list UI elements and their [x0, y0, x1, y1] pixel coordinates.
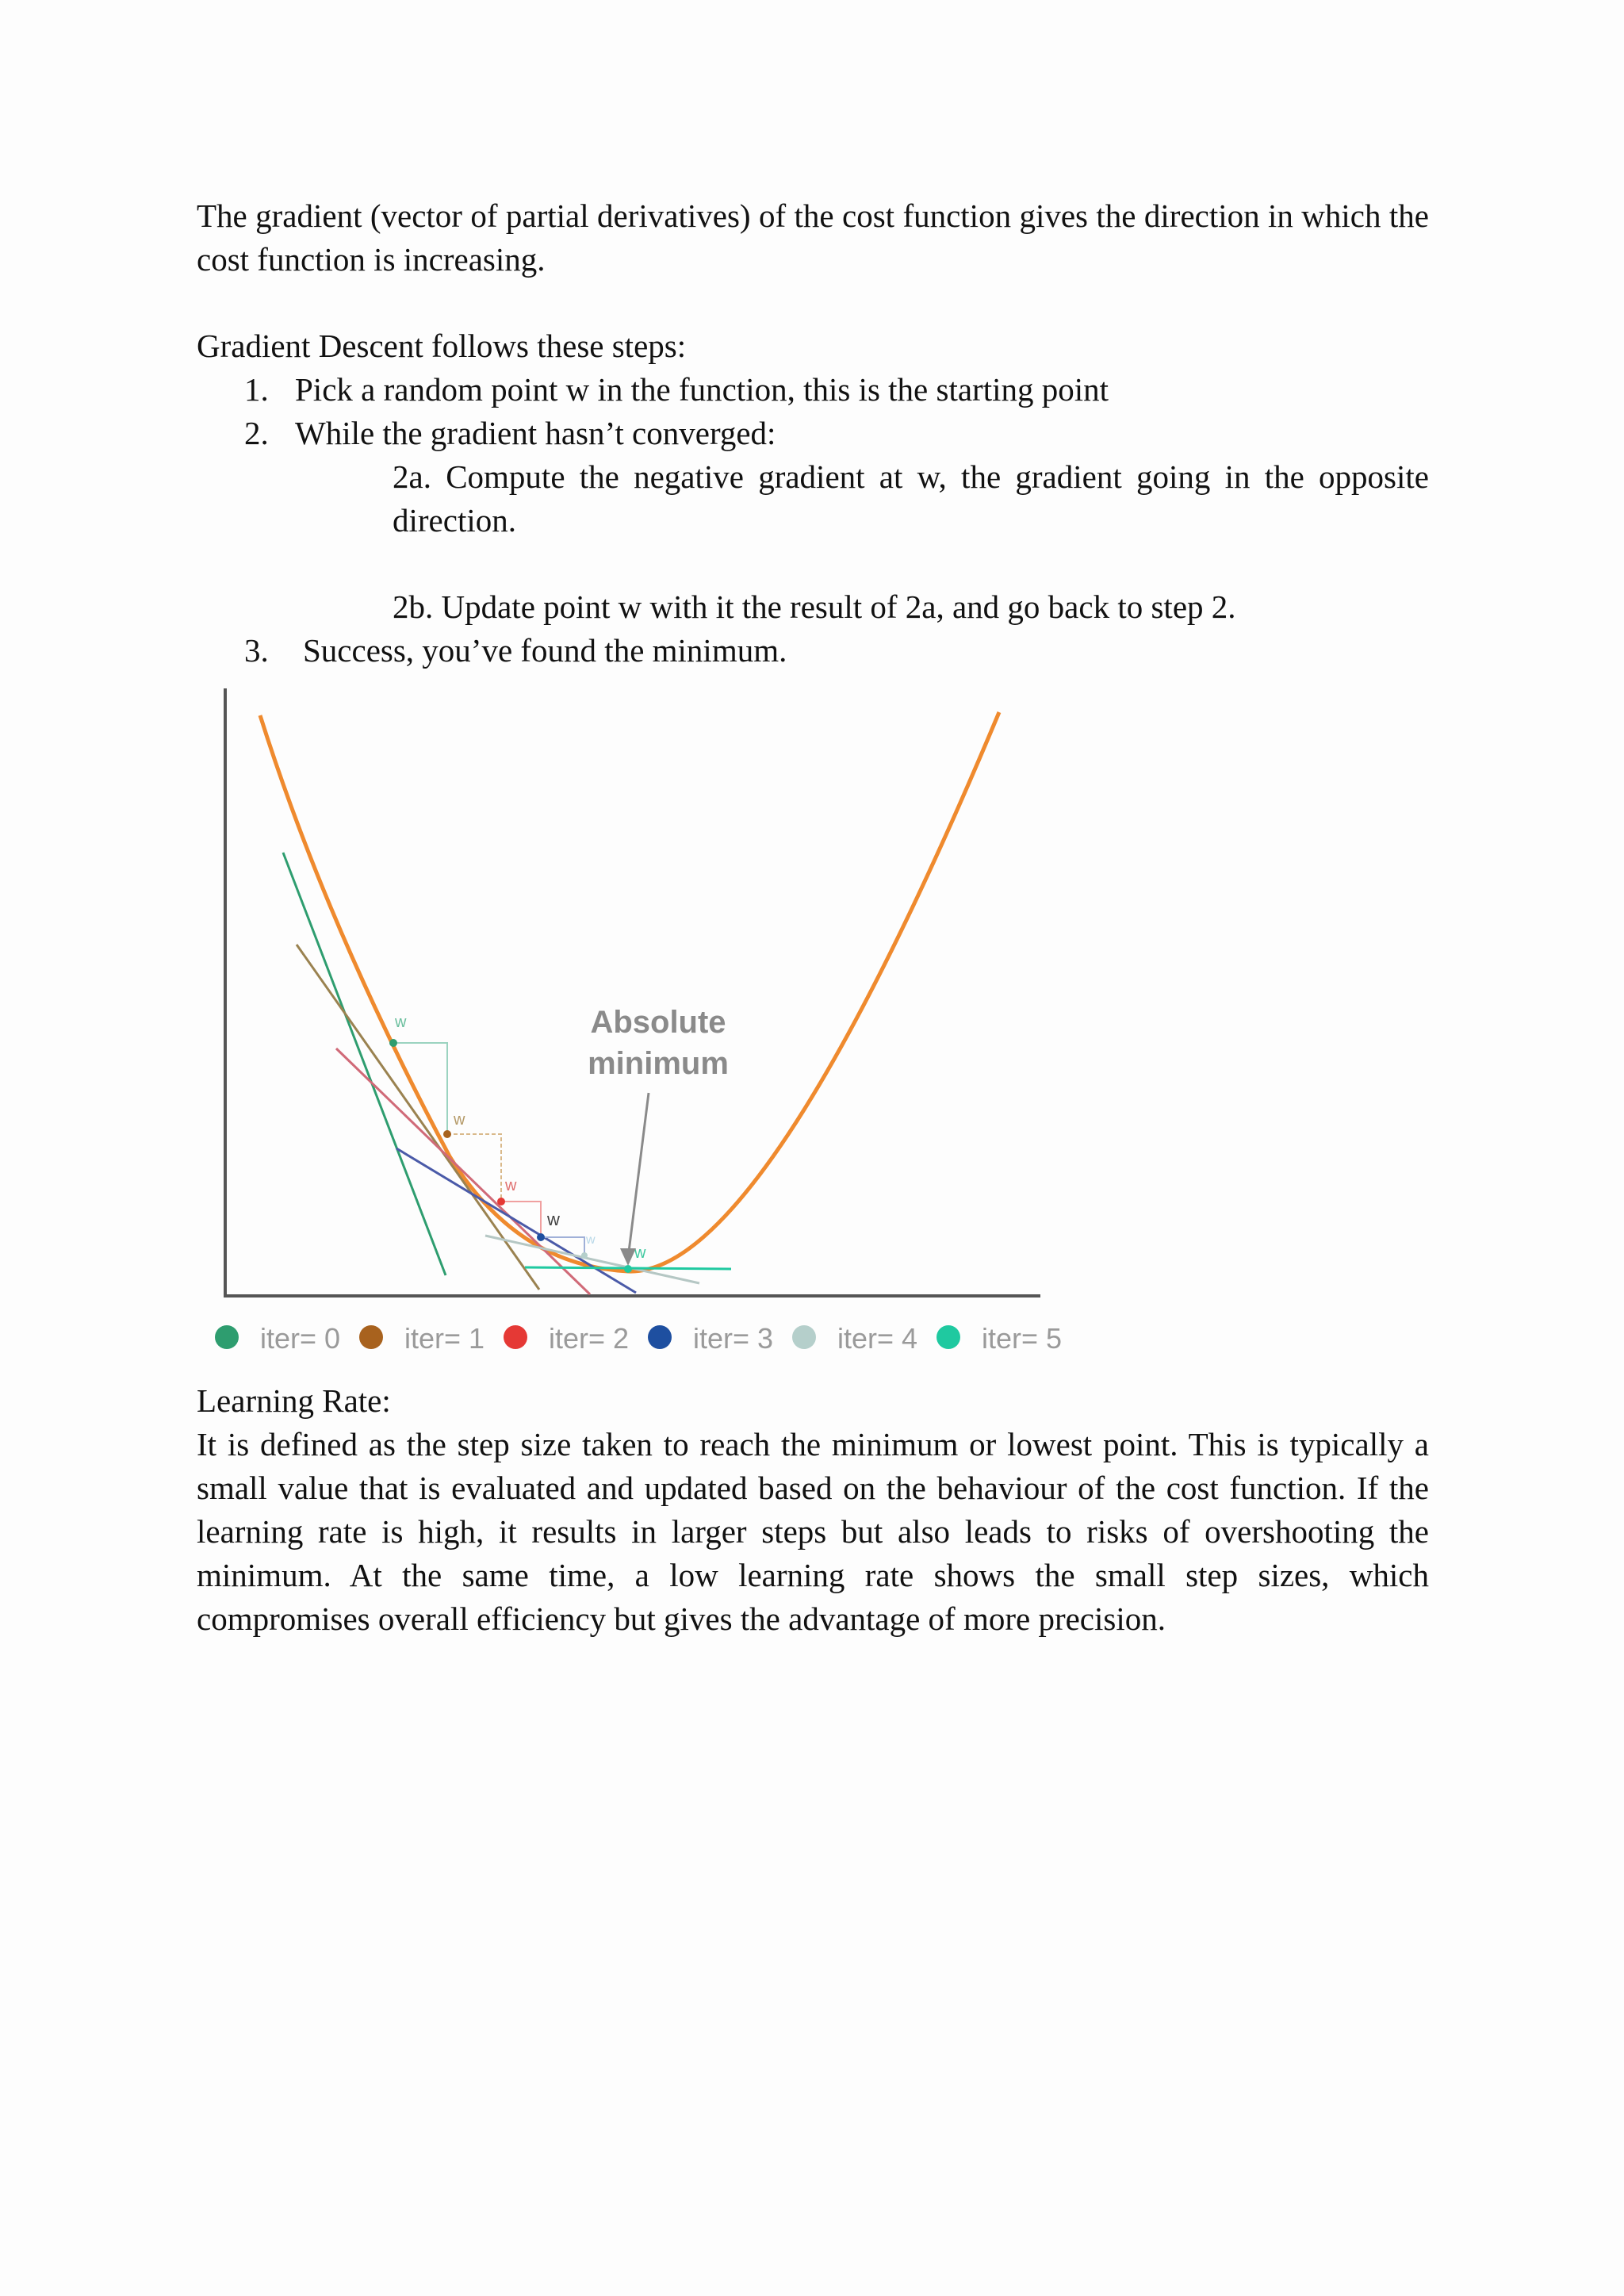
legend-label-iter-3: iter= 3 — [693, 1322, 774, 1355]
learning-rate-paragraph: It is defined as the step size taken to reach the minimum or lowest point. This is typically a small value that is evaluated and updated based on the behaviour of the cost function. If the learning rate is high, it results in larger steps but also leads to risks of overshooting the minimum. At the same time, a low learning rate shows the small step sizes, which compromises overall efficiency but gives the advantage of more precision. — [197, 1426, 1429, 1637]
step-2-number: 2. — [244, 415, 269, 451]
annotation-arrowhead — [620, 1248, 636, 1266]
point-iter-0 — [389, 1039, 397, 1047]
step-1-number: 1. — [244, 371, 269, 408]
label-w-4: w — [586, 1233, 596, 1247]
legend-dot-iter-0 — [215, 1325, 239, 1349]
intro-paragraph: The gradient (vector of partial derivatives) of the cost function gives the direction in which the cost function is increasing. — [197, 197, 1429, 278]
step-2-text: While the gradient hasn’t converged: — [295, 415, 776, 451]
legend-label-iter-1: iter= 1 — [404, 1322, 485, 1355]
legend-dot-iter-1 — [359, 1325, 383, 1349]
label-w-2: w — [505, 1177, 517, 1194]
tangent-iter-1 — [297, 945, 539, 1290]
substep-2a: 2a. Compute the negative gradient at w, the gradient going in the opposite direction. — [393, 458, 1429, 539]
legend-label-iter-0: iter= 0 — [260, 1322, 341, 1355]
label-w-3: w — [547, 1209, 560, 1229]
substep-2b: 2b. Update point w with it the result of 2a, and go back to step 2. — [393, 588, 1236, 625]
legend-dot-iter-4 — [792, 1325, 816, 1349]
label-w-5: w — [634, 1244, 646, 1262]
learning-rate-heading: Learning Rate: — [197, 1382, 391, 1419]
tangent-iter-3 — [396, 1148, 636, 1293]
label-w-1: w — [454, 1111, 465, 1129]
point-iter-2 — [497, 1198, 505, 1205]
legend-dot-iter-5 — [936, 1325, 960, 1349]
cost-curve — [260, 712, 999, 1271]
tangent-iter-2 — [336, 1048, 590, 1294]
point-iter-1 — [443, 1130, 451, 1138]
steps-heading: Gradient Descent follows these steps: — [197, 328, 687, 364]
annotation-arrow — [628, 1093, 649, 1258]
label-w-0: w — [395, 1014, 407, 1031]
step-1-text: Pick a random point w in the function, this is the starting point — [295, 371, 1109, 408]
legend-dot-iter-3 — [648, 1325, 672, 1349]
legend-label-iter-2: iter= 2 — [549, 1322, 630, 1355]
legend-dot-iter-2 — [504, 1325, 527, 1349]
tangent-iter-0 — [283, 853, 446, 1275]
annotation-absolute: Absolute — [590, 1005, 726, 1040]
annotation-minimum: minimum — [588, 1046, 729, 1081]
legend-label-iter-5: iter= 5 — [982, 1322, 1063, 1355]
gradient-descent-figure — [208, 688, 1080, 1363]
legend — [215, 1322, 1062, 1355]
point-iter-5 — [624, 1265, 632, 1273]
point-iter-4 — [581, 1252, 588, 1259]
step-3-text: Success, you’ve found the minimum. — [303, 632, 787, 669]
legend-label-iter-4: iter= 4 — [837, 1322, 918, 1355]
step-3-number: 3. — [244, 632, 269, 669]
point-iter-3 — [537, 1233, 545, 1241]
